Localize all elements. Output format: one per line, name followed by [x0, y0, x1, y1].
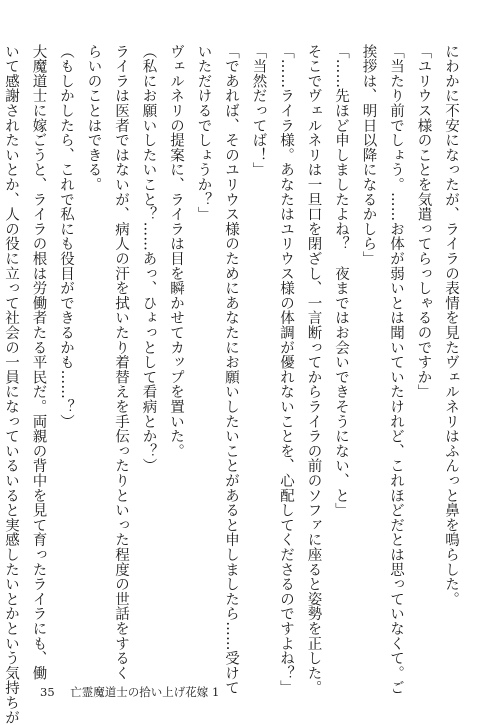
page-number: 35	[40, 685, 55, 699]
text-line: にわかに不安になったが、ライラの表情を見たヴェルネリはふんっと鼻を鳴らした。	[443, 44, 459, 607]
text-line: 挨拶は、明日以降になるかしら」	[360, 44, 377, 266]
text-line: 「ユリウス様のことを気遣ってらっしゃるのですか」	[415, 44, 432, 400]
text-line: 「当然だってば！」	[250, 44, 267, 178]
text-line: らいのことはできる。	[85, 44, 102, 192]
book-title: 亡霊魔道士の拾い上げ花嫁 1	[70, 685, 220, 699]
text-line: 「……先ほど申しましたよね？ 夜まではお会いできそうにない、と」	[333, 44, 349, 518]
text-line: 「であれば、そのユリウス様のためにあなたにお願いしたいことがあると申しましたら……受けて	[223, 44, 239, 696]
text-line: いて感謝されたいとか、人の役に立って社会の一員になっているいると実感したいとかという気持ちが	[3, 44, 19, 725]
text-line: （私にお願いしたいこと？……あっ、ひょっとして看病とか？）	[140, 44, 157, 474]
text-line: 大魔道士に嫁ごうと、ライラの根は労働者たる平民だ。両親の背中を見て育ったライラにも、働	[30, 44, 47, 681]
page-footer	[40, 684, 219, 700]
text-line: ヴェルネリの提案に、ライラは目を瞬かせてカップを置いた。	[168, 44, 184, 459]
text-line: （もしかしたら、これで私にも役目ができるかも……？）	[58, 44, 74, 429]
text-line: そこでヴェルネリは一旦口を閉ざし、一言断ってからライラの前のソファに座ると姿勢を正した。	[305, 44, 322, 696]
text-line: 「当たり前でしょう。……お体が弱いとは聞いていたけれど、これほどだとは思っていなくて。ご	[388, 44, 404, 696]
text-line: ライラは医者ではないが、病人の汗を拭いたり着替えを手伝ったりといった程度の世話をするく	[113, 44, 129, 681]
text-line: 「……ライラ様。あなたはユリウス様の体調が優れないことを、心配してくださるのですよね？」	[278, 44, 294, 696]
text-line: いただけるでしょうか？」	[195, 44, 212, 222]
